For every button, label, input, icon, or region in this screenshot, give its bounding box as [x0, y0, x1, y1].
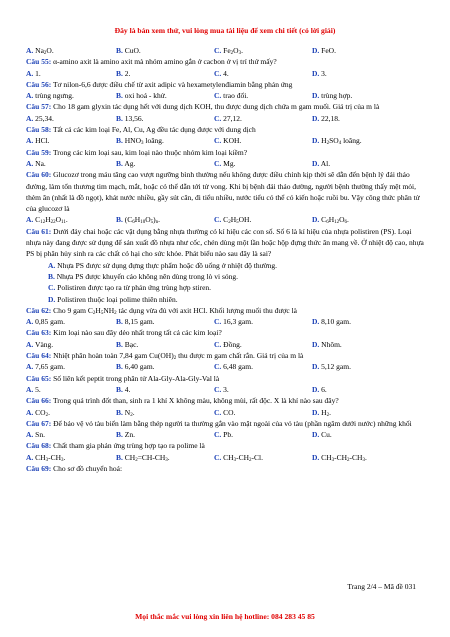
answer-option[interactable]: D. trùng hợp. [312, 91, 353, 101]
answer-option[interactable]: C. Mg. [214, 158, 236, 168]
option-row [26, 339, 426, 350]
option-row [26, 384, 426, 395]
answer-option[interactable]: B. Zn. [116, 430, 135, 440]
answer-option[interactable]: A. 25,34. [26, 113, 54, 123]
answer-option[interactable]: D. $C_6H_{12}O_6$. [312, 215, 349, 226]
question-number: Câu 56: [26, 79, 52, 89]
question-number: Câu 55: [26, 57, 52, 67]
answer-option[interactable]: C. CO. [214, 407, 236, 417]
option-row [26, 135, 426, 146]
question-60 [26, 169, 426, 214]
question-number: Câu 60: [26, 170, 52, 180]
question-text: Cho 18 gam glyxin tác dụng hết với dung dịch KOH, thu được dung dịch chứa m gam muối. Giá trị của m là [51, 102, 380, 112]
answer-option[interactable]: D. $CH_3‑CH_2‑CH_3$. [312, 452, 367, 463]
answer-option[interactable]: D. 3. [312, 68, 327, 78]
question-text: Tơ nilon-6,6 được điều chế từ axit adipic và hexametylenđiamin bằng phản ứng [51, 79, 293, 89]
answer-option[interactable]: B. 6,40 gam. [116, 362, 155, 372]
question-text: Glucozơ trong máu tăng cao vượt ngưỡng bình thường nếu không được điều chỉnh kịp thời sẽ dẫn đến bệnh lý đái tháo đường, làm tổn thương tim mạch, mắt, hoặc có thể dẫn tới tử vong. Khi bị bệnh đái tháo đường, người bệnh thường thấy mệt mỏi, thèm ăn (nhất là đồ ngọt), khát nước nhiều, gầy sút cân, đi tiểu nhiều, nước tiểu có thể có kiến hoặc ruồi bu. Vậy công thức phân tử của glucozơ là [26, 170, 420, 214]
answer-option[interactable]: D. Nhôm. [312, 339, 342, 349]
answer-option[interactable]: B. $HNO_3$ loãng. [116, 136, 164, 147]
option-row [26, 407, 426, 418]
question-text: Trong các kim loại sau, kim loại nào thuộc nhóm kim loại kiềm? [51, 147, 248, 157]
option-row [26, 361, 426, 372]
answer-option[interactable]: D. $H_2$. [312, 407, 331, 418]
question-56 [26, 79, 426, 90]
question-69 [26, 463, 426, 474]
answer-option[interactable]: C. 16,3 gam. [214, 317, 253, 327]
question-number: Câu 62: [26, 305, 52, 315]
answer-option[interactable]: B. Nhựa PS được khuyến cáo không nên dùng trong lò vi sóng. [48, 271, 239, 281]
option-row [26, 429, 426, 440]
answer-option[interactable]: D. 8,10 gam. [312, 317, 351, 327]
answer-option[interactable]: C. 27,12. [214, 113, 242, 123]
option-row [26, 90, 426, 101]
answer-option[interactable]: A. $CO_2$. [26, 407, 50, 418]
answer-option[interactable]: A. 0,85 gam. [26, 317, 65, 327]
answer-option[interactable]: C. 6,48 gam. [214, 362, 253, 372]
question-text: α-amino axit là amino axit mà nhóm amino gắn ở cacbon ở vị trí thứ mấy? [51, 57, 277, 67]
page-number: Trang 2/4 – Mã đề 031 [347, 582, 416, 591]
question-58 [26, 124, 426, 135]
question-number: Câu 66: [26, 396, 52, 406]
hotline-banner: Mọi thắc mắc vui lòng xin liên hệ hotline: 084 283 45 85 [135, 612, 315, 621]
answer-option[interactable]: B. 4. [116, 384, 131, 394]
question-text: Cho sơ đồ chuyển hoá: [51, 463, 123, 473]
question-text: Tất cả các kim loại Fe, Al, Cu, Ag đều tác dụng được với dung dịch [51, 125, 256, 135]
question-number: Câu 65: [26, 373, 52, 383]
answer-option[interactable]: C. $CH_3‑CH_2‑Cl$. [214, 452, 263, 463]
answer-option[interactable]: D. 6. [312, 384, 327, 394]
option-row [26, 68, 426, 79]
answer-option[interactable]: D. $H_2SO_4$ loãng. [312, 136, 362, 147]
answer-option[interactable]: C. $C_2H_5OH$. [214, 215, 252, 226]
answer-option[interactable]: D. 22,18. [312, 113, 340, 123]
question-number: Câu 64: [26, 351, 52, 361]
question-63 [26, 327, 426, 338]
option-row: A. $Na_2O$. B. CuO. C. $Fe_2O_3$. D. FeO. [26, 46, 336, 56]
answer-option[interactable]: C. 3. [214, 384, 229, 394]
answer-option[interactable]: A. Na. [26, 158, 46, 168]
question-57 [26, 101, 426, 112]
answer-option[interactable]: C. KOH. [214, 136, 242, 146]
question-number: Câu 68: [26, 441, 52, 451]
answer-option[interactable]: B. 8,15 gam. [116, 317, 155, 327]
question-text: Dưới đáy chai hoặc các vật dụng bằng nhựa thường có kí hiệu các con số. Số 6 là kí hiệu của nhựa polistiren (PS). Loại nhựa này đang được sử dụng để sản xuất đồ nhựa như cốc, chén dùng một lần hoặc hộp đựng thức ăn mang về. Ở nhiệt độ cao, nhựa PS bị phân hủy sinh ra các chất có hại cho sức khỏe. Phát biểu nào sau đây là sai? [26, 226, 424, 259]
answer-option[interactable]: B. Bạc. [116, 339, 139, 349]
answer-option[interactable]: B. 2. [116, 68, 131, 78]
question-number: Câu 67: [26, 418, 52, 428]
question-65 [26, 373, 426, 384]
answer-option[interactable]: B. $N_2$. [116, 407, 135, 418]
question-59 [26, 147, 426, 158]
exam-content [26, 45, 426, 474]
question-55 [26, 56, 426, 67]
answer-option[interactable]: C. 4. [214, 68, 229, 78]
question-text: Số liên kết peptit trong phân tử Ala-Gly-Ala-Gly-Val là [51, 373, 220, 383]
answer-option[interactable]: C. Polistiren được tạo ra từ phản ứng trùng hợp stiren. [48, 283, 212, 293]
option-row [26, 452, 426, 463]
answer-option[interactable]: A. 1. [26, 68, 41, 78]
question-66 [26, 395, 426, 406]
answer-option[interactable]: A. 5. [26, 384, 41, 394]
question-number: Câu 58: [26, 125, 52, 135]
answer-option[interactable]: A. Vàng. [26, 339, 54, 349]
question-number: Câu 69: [26, 463, 52, 473]
answer-option[interactable]: B. oxi hoá ‑ khử. [116, 91, 167, 101]
answer-option[interactable]: A. Sn. [26, 430, 45, 440]
answer-option[interactable]: D. 5,12 gam. [312, 362, 351, 372]
question-number: Câu 59: [26, 147, 52, 157]
question-number: Câu 63: [26, 328, 52, 338]
question-number: Câu 57: [26, 102, 52, 112]
answer-option[interactable]: A. Nhựa PS được sử dụng đựng thực phẩm hoặc đồ uống ở nhiệt độ thường. [48, 260, 277, 270]
option-row [26, 214, 426, 225]
question-61 [26, 226, 426, 260]
question-67 [26, 418, 426, 429]
answer-option[interactable]: D. Cu. [312, 430, 332, 440]
question-64 [26, 350, 426, 361]
answer-option[interactable]: C. Pb. [214, 430, 233, 440]
question-text: Cho 9 gam $C_2H_5NH_2$ tác dụng vừa đủ với axit HCl. Khối lượng muối thu được là [51, 305, 297, 316]
question-text: Kim loại nào sau đây dẻo nhất trong tất cả các kim loại? [51, 328, 222, 338]
answer-option[interactable]: D. Polistiren thuộc loại polime thiên nhiên. [48, 294, 178, 304]
option-row [26, 113, 426, 124]
answer-option[interactable]: A. $C_{12}H_{22}O_{11}$. [26, 215, 68, 226]
answer-option[interactable]: C. trao đổi. [214, 91, 249, 101]
answer-option[interactable]: B. Ag. [116, 158, 136, 168]
answer-option[interactable]: A. trùng ngưng. [26, 91, 74, 101]
question-text: Trong quá trình đốt than, sinh ra 1 khí X không màu, không mùi, rất độc. X là khí nào sau đây? [51, 396, 339, 406]
question-text: Nhiệt phân hoàn toàn 7,84 gam $Cu(OH)_2$ thu được m gam chất rắn. Giá trị của m là [51, 351, 304, 362]
option-row [26, 158, 426, 169]
question-number: Câu 61: [26, 226, 52, 236]
answer-option[interactable]: C. Đồng. [214, 339, 242, 349]
question-62 [26, 305, 426, 316]
question-text: Chất tham gia phản ứng trùng hợp tạo ra polime là [51, 441, 205, 451]
question-68 [26, 440, 426, 451]
answer-option[interactable]: A. HCl. [26, 136, 50, 146]
answer-option[interactable]: D. Al. [312, 158, 331, 168]
option-row [26, 316, 426, 327]
answer-option[interactable]: A. 7,65 gam. [26, 362, 65, 372]
preview-banner: Đây là bản xem thử, vui lòng mua tài liệu để xem chi tiết (có lời giải) [114, 26, 336, 35]
answer-option[interactable]: B. $CH_2=CH‑CH_3$. [116, 452, 170, 463]
answer-option[interactable]: B. 13,56. [116, 113, 144, 123]
question-text: Để bảo vệ vỏ tàu biển làm bằng thép người ta thường gắn vào mặt ngoài của vỏ tàu (phần ngâm dưới nước) những khối [51, 418, 412, 428]
answer-option[interactable]: B. $(C_6H_{10}O_5)_n$. [116, 215, 160, 226]
answer-option[interactable]: A. $CH_3‑CH_3$. [26, 452, 66, 463]
